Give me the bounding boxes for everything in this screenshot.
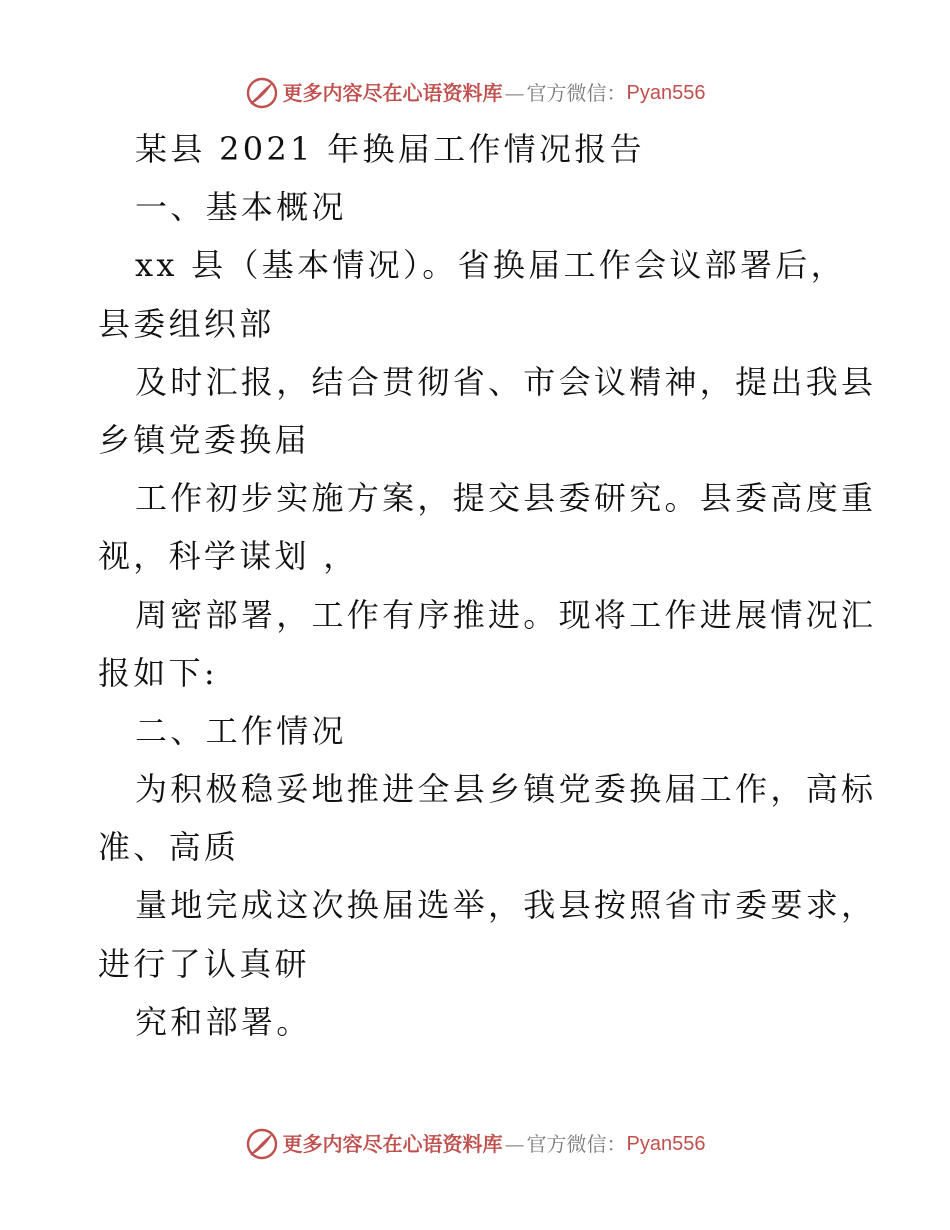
header-watermark	[0, 76, 950, 110]
watermark-label: 官方微信：	[526, 1132, 627, 1156]
watermark-dash: —	[504, 81, 525, 105]
section-heading-2: 二、工作情况	[135, 711, 347, 750]
paragraph-line: 量地完成这次换届选举，我县按照省市委要求，	[135, 886, 877, 925]
paragraph-line: 周密部署，工作有序推进。现将工作进展情况汇	[135, 595, 877, 634]
paragraph-line: 进行了认真研	[98, 944, 310, 983]
paragraph-line: 究和部署。	[135, 1002, 312, 1041]
watermark-label: 官方微信：	[526, 81, 627, 105]
document-body	[98, 120, 877, 1051]
paragraph-line: 及时汇报，结合贯彻省、市会议精神，提出我县	[135, 362, 877, 401]
paragraph-line: 为积极稳妥地推进全县乡镇党委换届工作，高标	[135, 770, 877, 809]
watermark-wechat-id: Pyan556	[626, 1133, 706, 1155]
paragraph-line: 视，科学谋划 ，	[98, 537, 359, 576]
paragraph-line: xx 县（基本情况）。省换届工作会议部署后，	[135, 246, 846, 285]
paragraph-line: 报如下:	[98, 653, 218, 692]
paragraph-line: 乡镇党委换届	[98, 420, 310, 459]
quill-logo-icon	[245, 1127, 279, 1161]
quill-logo-icon	[245, 76, 279, 110]
paragraph-line: 县委组织部	[98, 304, 275, 343]
watermark-wechat-id: Pyan556	[626, 82, 706, 104]
section-heading-1: 一、基本概况	[135, 188, 347, 227]
paragraph-line: 工作初步实施方案，提交县委研究。县委高度重	[135, 479, 877, 518]
paragraph-line: 准、高质	[98, 828, 240, 867]
watermark-brand: 更多内容尽在心语资料库	[282, 1132, 503, 1156]
footer-watermark	[0, 1127, 950, 1161]
document-title: 某县 2021 年换届工作情况报告	[135, 130, 645, 168]
watermark-brand: 更多内容尽在心语资料库	[282, 81, 503, 105]
watermark-dash: —	[504, 1132, 525, 1156]
